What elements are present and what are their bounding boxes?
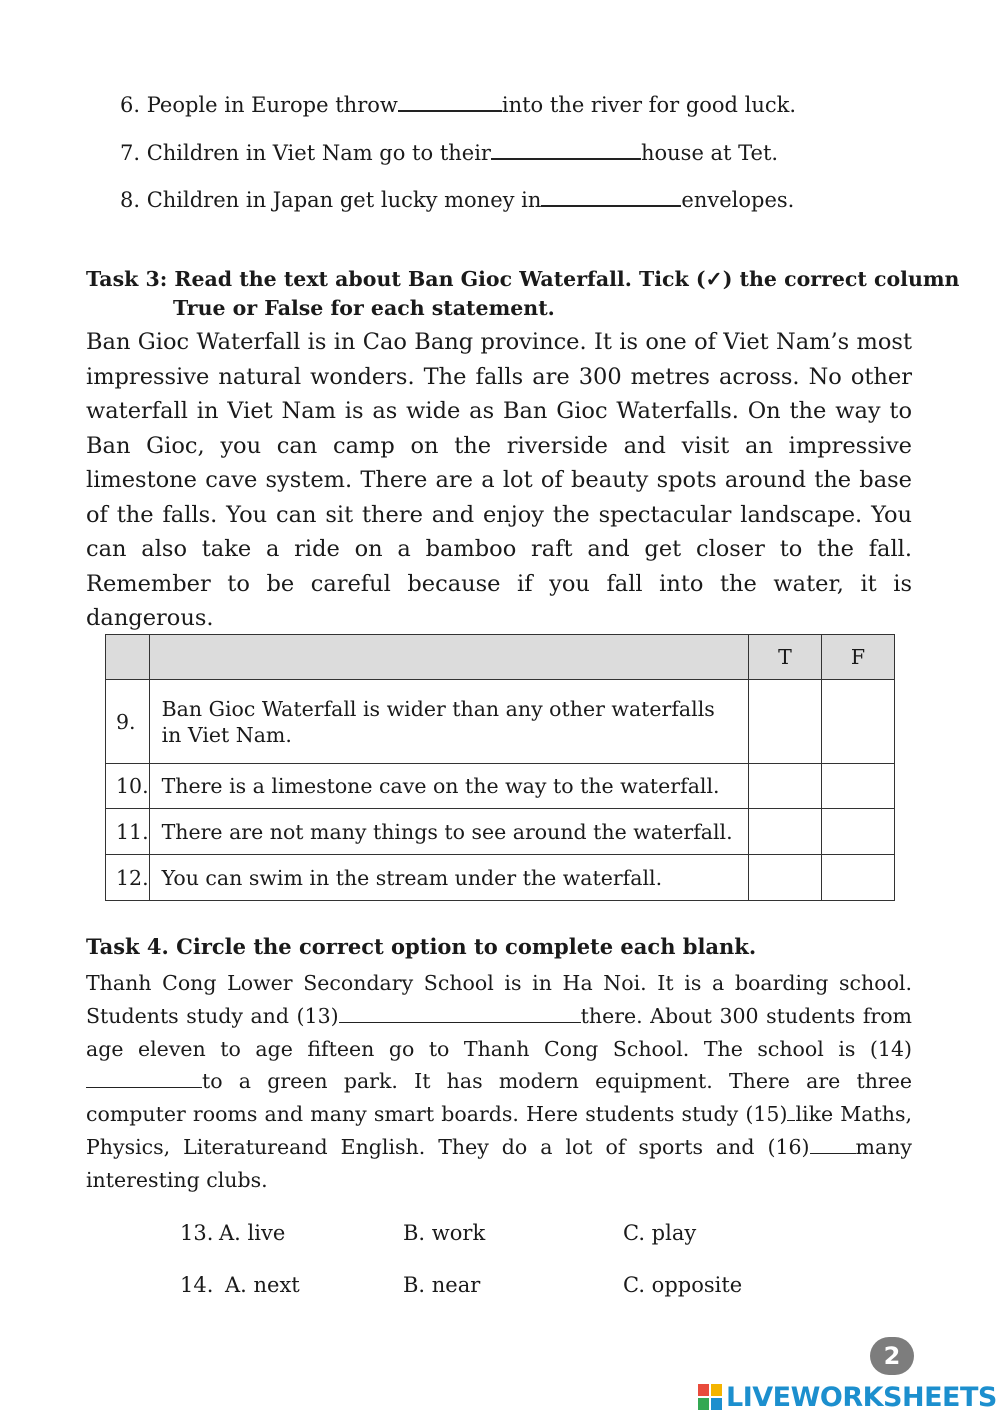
fill-item-6 <box>120 90 796 119</box>
table-row <box>106 855 895 901</box>
header-cell <box>106 635 150 680</box>
table-header-row <box>106 635 895 680</box>
true-false-table <box>105 634 895 901</box>
passage-text: like Maths, Physics, Literatureand English. They do a lot of sports and (16) <box>86 1102 912 1159</box>
fill-item-text: envelopes. <box>681 188 795 212</box>
table-row <box>106 680 895 764</box>
false-tick-cell[interactable] <box>822 855 895 901</box>
statement-number: 10. <box>106 764 150 809</box>
statement-text: Ban Gioc Waterfall is wider than any other waterfalls in Viet Nam. <box>149 680 748 764</box>
task3-title: Task 3: Read the text about Ban Gioc Waterfall. Tick (✓) the correct column <box>86 267 960 291</box>
statement-number: 12. <box>106 855 150 901</box>
table-row <box>106 809 895 855</box>
task4-title: Task 4. Circle the correct option to complete each blank. <box>86 934 757 959</box>
option-a[interactable]: A. next <box>225 1273 300 1297</box>
answer-blank-14[interactable] <box>86 1069 202 1088</box>
answer-blank[interactable] <box>491 138 641 160</box>
header-cell <box>149 635 748 680</box>
statement-number: 9. <box>106 680 150 764</box>
option-b[interactable]: B. work <box>403 1221 486 1245</box>
page-number-badge: 2 <box>870 1337 914 1375</box>
option-c[interactable]: C. play <box>623 1221 697 1245</box>
false-column-header: F <box>822 635 895 680</box>
answer-blank[interactable] <box>541 185 681 207</box>
fill-item-text: 7. Children in Viet Nam go to their <box>120 141 491 165</box>
passage-text: Thanh Cong Lower Secondary School is in Ha Noi. It is a boarding school. Students study and (13) <box>86 971 912 1028</box>
answer-blank[interactable] <box>398 90 502 112</box>
task3-passage: Ban Gioc Waterfall is in Cao Bang province. It is one of Viet Nam’s most impressive natural wonders. The falls are 300 metres across. No other waterfall in Viet Nam is as wide as Ban Gioc Waterfalls. On the way to Ban Gioc, you can camp on the riverside and visit an impressive limestone cave system. There are a lot of beauty spots around the base of the falls. You can sit there and enjoy the spectacular landscape. You can also take a ride on a bamboo raft and get closer to the fall. Remember to be careful because if you fall into the water, it is dangerous. <box>86 329 912 631</box>
fill-item-text: 8. Children in Japan get lucky money in <box>120 188 542 212</box>
statement-number: 11. <box>106 809 150 855</box>
statement-text: There are not many things to see around the waterfall. <box>149 809 748 855</box>
logo-icon <box>698 1384 722 1410</box>
fill-item-text: house at Tet. <box>640 141 779 165</box>
false-tick-cell[interactable] <box>822 764 895 809</box>
option-b[interactable]: B. near <box>403 1273 481 1297</box>
table-row <box>106 764 895 809</box>
passage-text: many interesting clubs. <box>86 1134 912 1192</box>
option-number: 14. <box>180 1273 214 1297</box>
true-tick-cell[interactable] <box>749 855 822 901</box>
true-column-header: T <box>749 635 822 680</box>
false-tick-cell[interactable] <box>822 809 895 855</box>
liveworksheets-logo <box>698 1380 997 1414</box>
statement-text: There is a limestone cave on the way to the waterfall. <box>149 764 748 809</box>
answer-blank-13[interactable] <box>339 1004 581 1023</box>
fill-item-text: into the river for good luck. <box>501 93 797 117</box>
true-tick-cell[interactable] <box>749 809 822 855</box>
answer-blank-16[interactable] <box>810 1135 856 1154</box>
fill-item-7 <box>120 138 778 167</box>
logo-text: LIVEWORKSHEETS <box>726 1381 997 1413</box>
fill-item-8 <box>120 185 794 214</box>
fill-item-text: 6. People in Europe throw <box>120 93 398 117</box>
task3-title-line2: True or False for each statement. <box>173 296 555 320</box>
true-tick-cell[interactable] <box>749 764 822 809</box>
passage-text: there. About 300 students from age eleven to age fifteen go to Thanh Cong School. The school is (14) <box>86 1003 912 1061</box>
option-c[interactable]: C. opposite <box>623 1273 743 1297</box>
true-tick-cell[interactable] <box>749 680 822 764</box>
option-number: 13. <box>180 1221 214 1245</box>
statement-text: You can swim in the stream under the waterfall. <box>149 855 748 901</box>
false-tick-cell[interactable] <box>822 680 895 764</box>
passage-text: to a green park. It has modern equipment. There are three computer rooms and many smart boards. Here students study (15) <box>86 1069 912 1127</box>
task4-passage <box>86 967 912 1197</box>
option-a[interactable]: A. live <box>219 1221 286 1245</box>
